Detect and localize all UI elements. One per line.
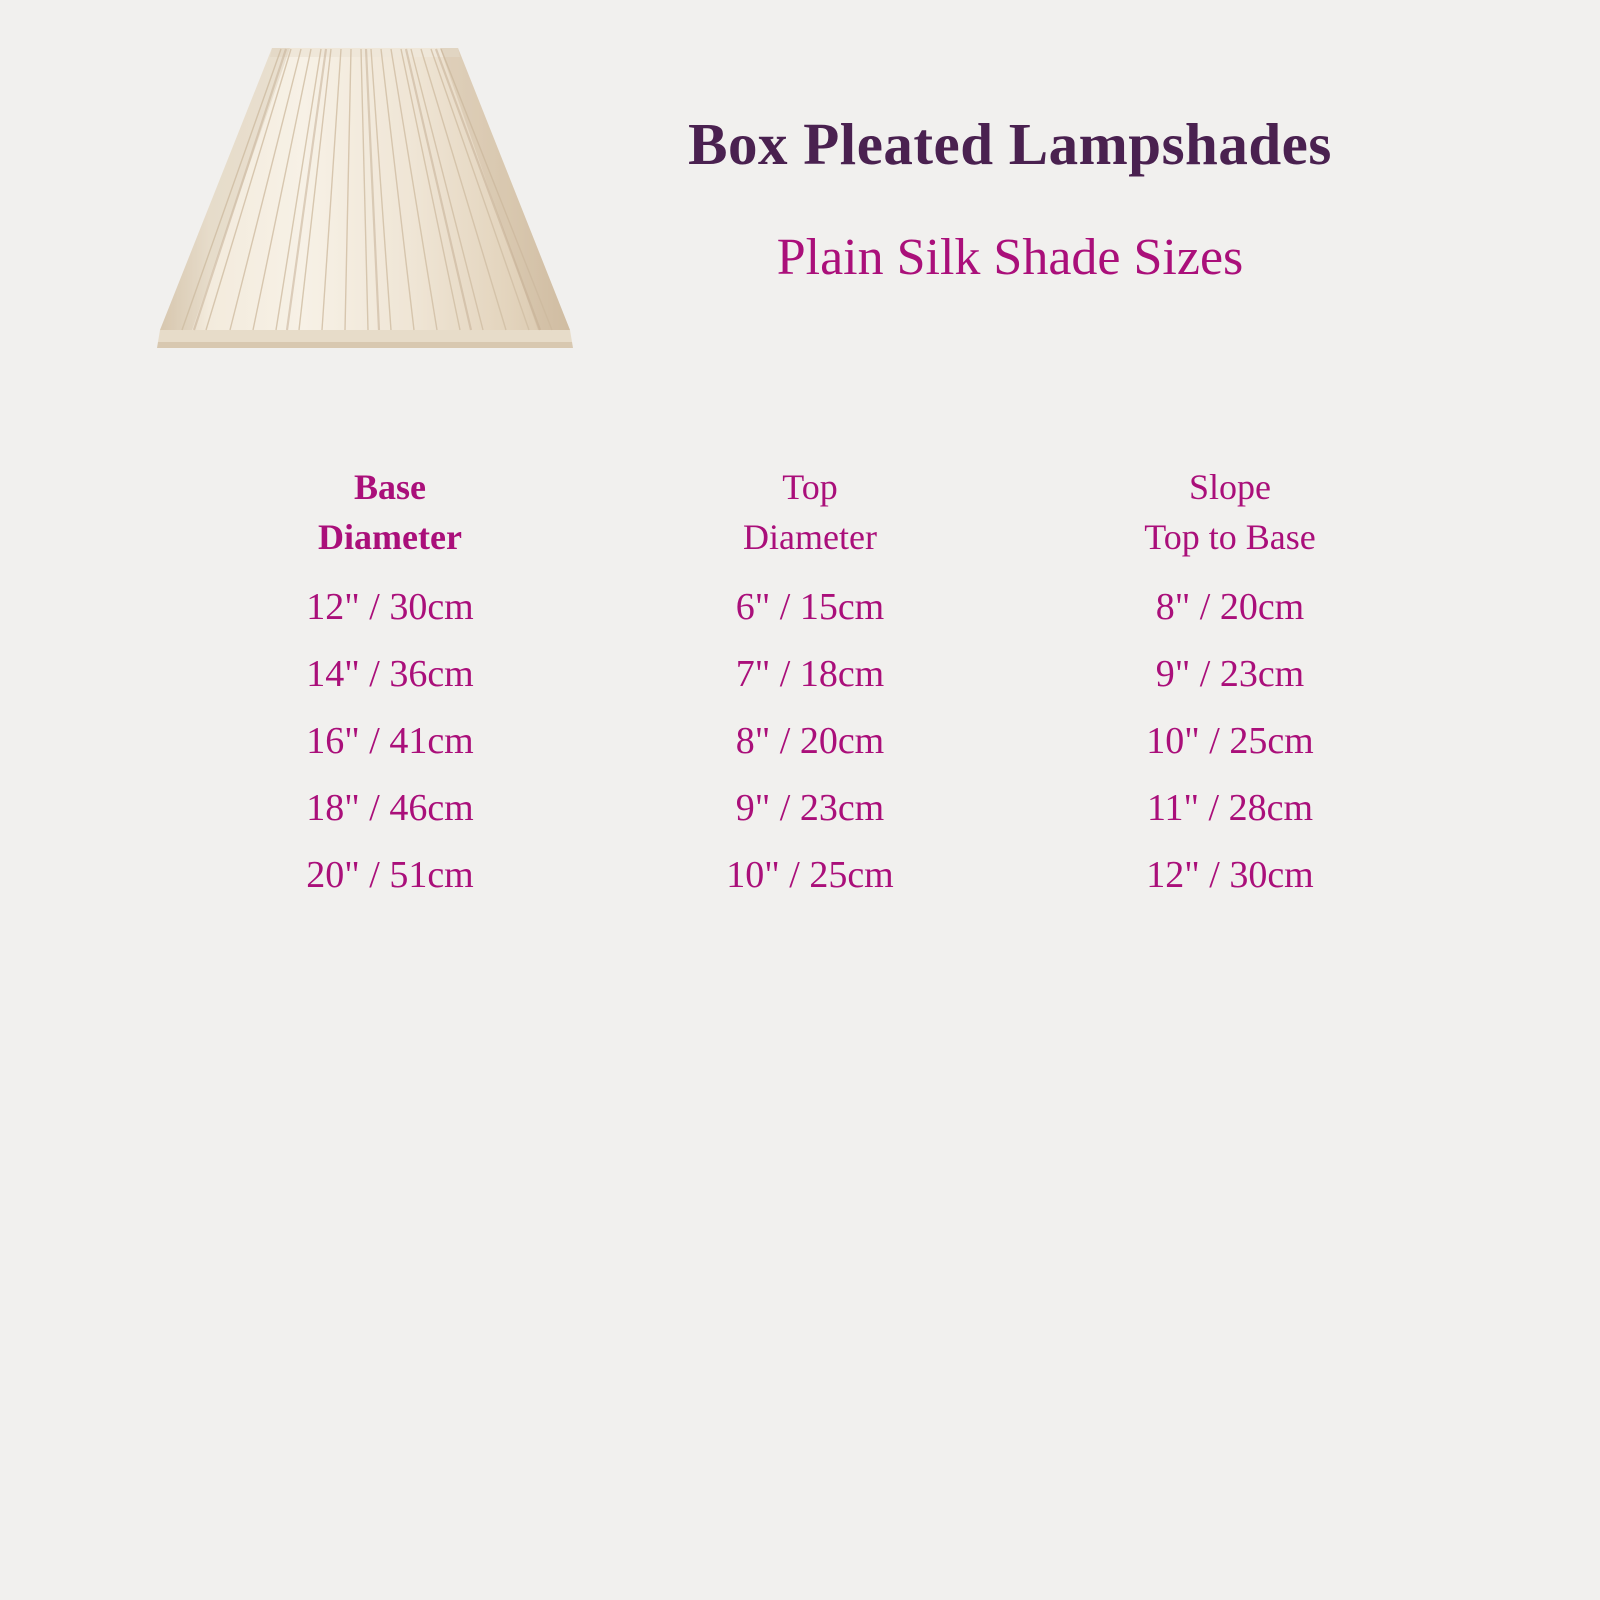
table-cell: 14" / 36cm [306,653,474,695]
table-cell: 8" / 20cm [1155,586,1305,628]
table-cell: 10" / 25cm [726,854,894,896]
shade-sizes-table [180,462,1440,909]
column-header-line1: Base [354,467,426,507]
table-cell: 10" / 25cm [1146,720,1314,762]
column-header-top-diameter [600,462,1020,562]
table-cell: 20" / 51cm [306,854,474,896]
table-cell: 9" / 23cm [735,787,885,829]
table-cell: 9" / 23cm [1155,653,1305,695]
lampshade-icon [140,30,590,360]
column-header-base-diameter [180,462,600,562]
table-cell: 8" / 20cm [735,720,885,762]
column-header-slope [1020,462,1440,562]
column-base-diameter [180,462,600,909]
column-header-line2: Top to Base [1144,517,1316,557]
table-cell: 11" / 28cm [1146,787,1314,829]
table-cell: 18" / 46cm [306,787,474,829]
table-cell: 6" / 15cm [735,586,885,628]
column-header-line1: Slope [1188,467,1271,507]
table-cell: 12" / 30cm [306,586,474,628]
column-slope-top-to-base [1020,462,1440,909]
column-header-line2: Diameter [318,517,462,557]
column-header-line2: Diameter [743,517,877,557]
table-cell: 12" / 30cm [1146,854,1314,896]
page-title: Box Pleated Lampshades [688,111,1332,177]
column-top-diameter [600,462,1020,909]
column-values-top-diameter [600,574,1020,909]
table-cell: 16" / 41cm [306,720,474,762]
page-subtitle: Plain Silk Shade Sizes [776,229,1244,286]
lampshade-illustration [140,30,590,360]
column-values-base-diameter [180,574,600,909]
column-values-slope [1020,574,1440,909]
table-cell: 7" / 18cm [735,653,885,695]
column-header-line1: Top [782,467,838,507]
